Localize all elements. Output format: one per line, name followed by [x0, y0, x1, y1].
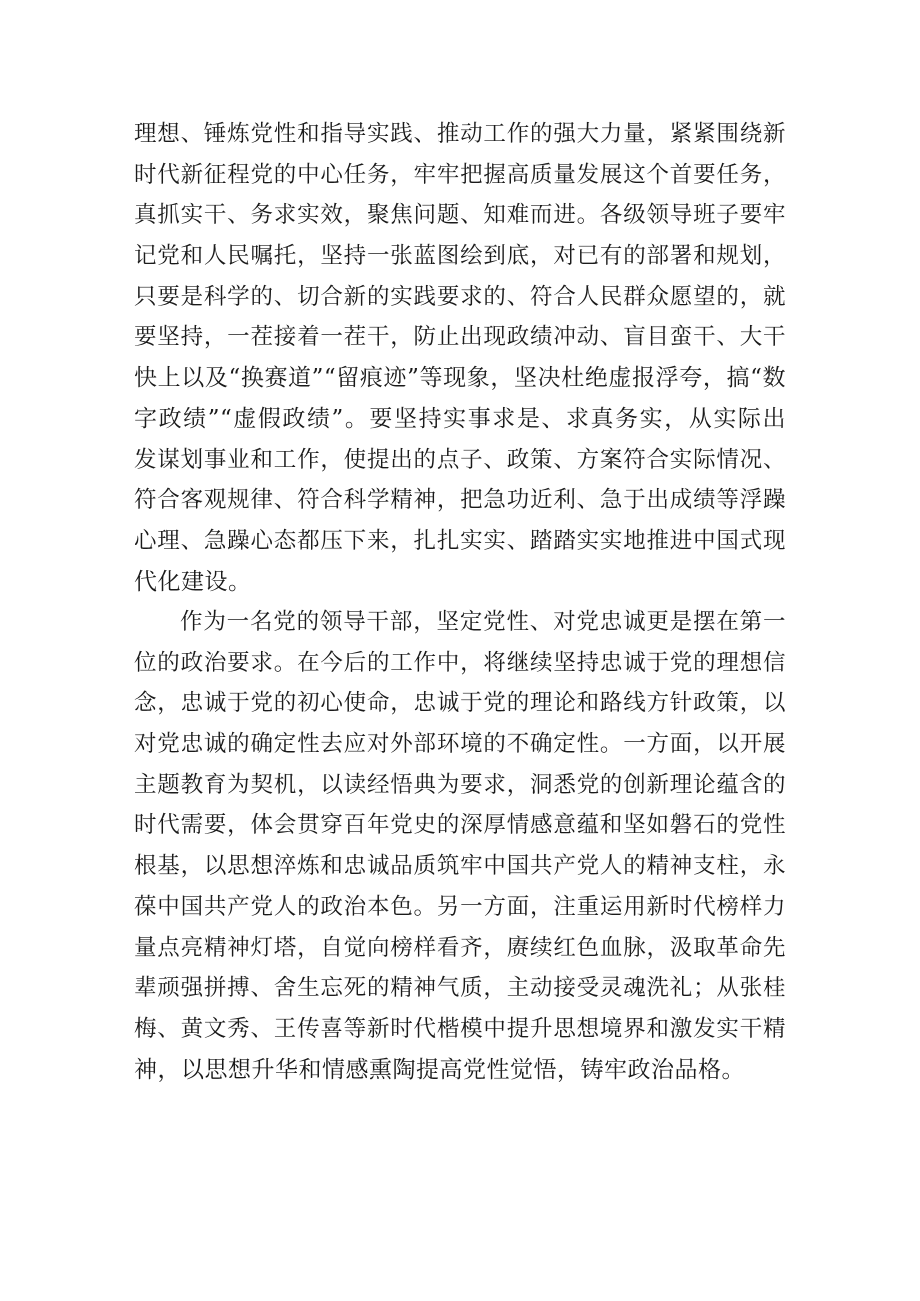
paragraph-line: 时代新征程党的中心任务，牢牢把握高质量发展这个首要任务，: [134, 161, 786, 188]
paragraph-2: [134, 602, 786, 1090]
paragraph-line: 符合客观规律、符合科学精神，把急功近利、急于出成绩等浮躁: [134, 487, 786, 514]
paragraph-line: 理想、锤炼党性和指导实践、推动工作的强大力量，紧紧围绕新: [134, 121, 786, 147]
paragraph-line: 辈顽强拼搏、舍生忘死的精神气质，主动接受灵魂洗礼；从张桂: [134, 975, 786, 1002]
paragraph-line: 时代需要，体会贯穿百年党史的深厚情感意蕴和坚如磐石的党性: [134, 812, 786, 839]
paragraph-line: 根基，以思想淬炼和忠诚品质筑牢中国共产党人的精神支柱，永: [134, 853, 786, 880]
paragraph-line: 念，忠诚于党的初心使命，忠诚于党的理论和路线方针政策，以: [134, 690, 786, 717]
paragraph-line: 葆中国共产党人的政治本色。另一方面，注重运用新时代榜样力: [134, 893, 786, 920]
paragraph-line: 字政绩”“虚假政绩”。要坚持实事求是、求真务实，从实际出: [134, 405, 786, 432]
paragraph-line: 只要是科学的、切合新的实践要求的、符合人民群众愿望的，就: [134, 283, 786, 310]
paragraph-line: 心理、急躁心态都压下来，扎扎实实、踏踏实实地推进中国式现: [134, 527, 786, 554]
paragraph-line: 作为一名党的领导干部，坚定党性、对党忠诚更是摆在第一: [180, 609, 786, 635]
paragraph-line: 对党忠诚的确定性去应对外部环境的不确定性。一方面，以开展: [134, 731, 786, 758]
paragraph-line: 位的政治要求。在今后的工作中，将继续坚持忠诚于党的理想信: [134, 649, 786, 676]
paragraph-line: 记党和人民嘱托，坚持一张蓝图绘到底，对已有的部署和规划，: [134, 243, 786, 270]
paragraph-line: 要坚持，一茬接着一茬干，防止出现政绩冲动、盲目蛮干、大干: [134, 324, 786, 351]
paragraph-1: [134, 114, 786, 602]
paragraph-line: 代化建设。: [134, 568, 252, 595]
paragraph-line: 真抓实干、务求实效，聚焦问题、知难而进。各级领导班子要牢: [134, 202, 786, 229]
paragraph-line: 神，以思想升华和情感熏陶提高党性觉悟，铸牢政治品格。: [134, 1056, 745, 1083]
paragraph-line: 梅、黄文秀、王传喜等新时代楷模中提升思想境界和激发实干精: [134, 1015, 786, 1042]
paragraph-line: 发谋划事业和工作，使提出的点子、政策、方案符合实际情况、: [134, 446, 786, 473]
paragraph-line: 快上以及“换赛道”“留痕迹”等现象，坚决杜绝虚报浮夸，搞“数: [134, 365, 786, 392]
paragraph-line: 量点亮精神灯塔，自觉向榜样看齐，赓续红色血脉，汲取革命先: [134, 934, 786, 961]
paragraph-line: 主题教育为契机，以读经悟典为要求，洞悉党的创新理论蕴含的: [134, 771, 786, 798]
